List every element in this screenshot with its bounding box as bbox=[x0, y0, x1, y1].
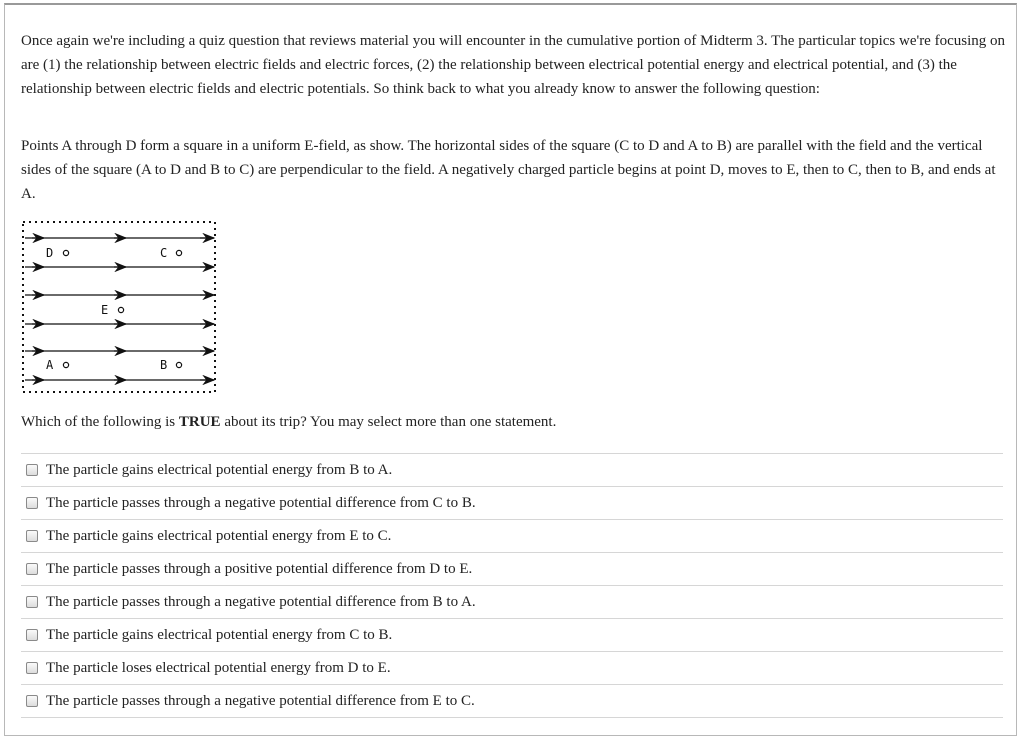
point-d-label: D bbox=[46, 246, 54, 260]
point-c-dot bbox=[176, 250, 181, 255]
efield-diagram bbox=[22, 218, 222, 398]
question-before: Which of the following is bbox=[21, 414, 179, 430]
option-label: The particle loses electrical potential energy from D to E. bbox=[46, 659, 391, 676]
question-emphasis: TRUE bbox=[178, 414, 221, 430]
question-after: about its trip? You may select more than one statement. bbox=[220, 414, 557, 430]
point-d-dot bbox=[63, 250, 68, 255]
point-a-dot bbox=[63, 362, 68, 367]
option-row[interactable] bbox=[21, 684, 1003, 718]
option-row[interactable] bbox=[21, 486, 1003, 519]
point-c-label: C bbox=[160, 246, 168, 260]
option-row[interactable] bbox=[21, 585, 1003, 618]
option-checkbox[interactable] bbox=[26, 629, 38, 641]
option-row[interactable] bbox=[21, 552, 1003, 585]
option-label: The particle passes through a negative potential difference from E to C. bbox=[46, 692, 475, 709]
option-checkbox[interactable] bbox=[26, 662, 38, 674]
point-e-dot bbox=[118, 307, 123, 312]
option-checkbox[interactable] bbox=[26, 530, 38, 542]
option-checkbox[interactable] bbox=[26, 497, 38, 509]
intro-paragraph: Once again we're including a quiz question that reviews material you will encounter in the cumulative portion of Midterm 3. The particular topics we're focusing on are (1) the relationship between electric fields and electric forces, (2) the relationship between electrical potential energy and electrical potential, and (3) the relationship between electric fields and electric potentials. So think back to what you already know to answer the following question: bbox=[21, 33, 1006, 97]
point-b-dot bbox=[176, 362, 181, 367]
option-label: The particle gains electrical potential energy from C to B. bbox=[46, 626, 393, 643]
option-checkbox[interactable] bbox=[26, 563, 38, 575]
answer-options bbox=[21, 453, 1003, 718]
option-label: The particle passes through a positive potential difference from D to E. bbox=[46, 560, 473, 577]
point-b-label: B bbox=[160, 358, 168, 372]
option-checkbox[interactable] bbox=[26, 596, 38, 608]
point-e-label: E bbox=[101, 303, 109, 317]
option-checkbox[interactable] bbox=[26, 464, 38, 476]
option-label: The particle gains electrical potential energy from E to C. bbox=[46, 527, 392, 544]
option-label: The particle passes through a negative potential difference from B to A. bbox=[46, 593, 476, 610]
option-row[interactable] bbox=[21, 519, 1003, 552]
option-checkbox[interactable] bbox=[26, 695, 38, 707]
question-text bbox=[21, 410, 1006, 434]
option-row[interactable] bbox=[21, 453, 1003, 486]
point-a-label: A bbox=[46, 358, 54, 372]
problem-paragraph: Points A through D form a square in a uniform E-field, as show. The horizontal sides of the square (C to D and A to B) are parallel with the field and the vertical sides of the square (A to D and B to C) are perpendicular to the field. A negatively charged particle begins at point D, moves to E, then to C, then to B, and ends at A. bbox=[21, 138, 996, 202]
option-row[interactable] bbox=[21, 618, 1003, 651]
option-label: The particle gains electrical potential energy from B to A. bbox=[46, 461, 393, 478]
option-label: The particle passes through a negative potential difference from C to B. bbox=[46, 494, 476, 511]
option-row[interactable] bbox=[21, 651, 1003, 684]
